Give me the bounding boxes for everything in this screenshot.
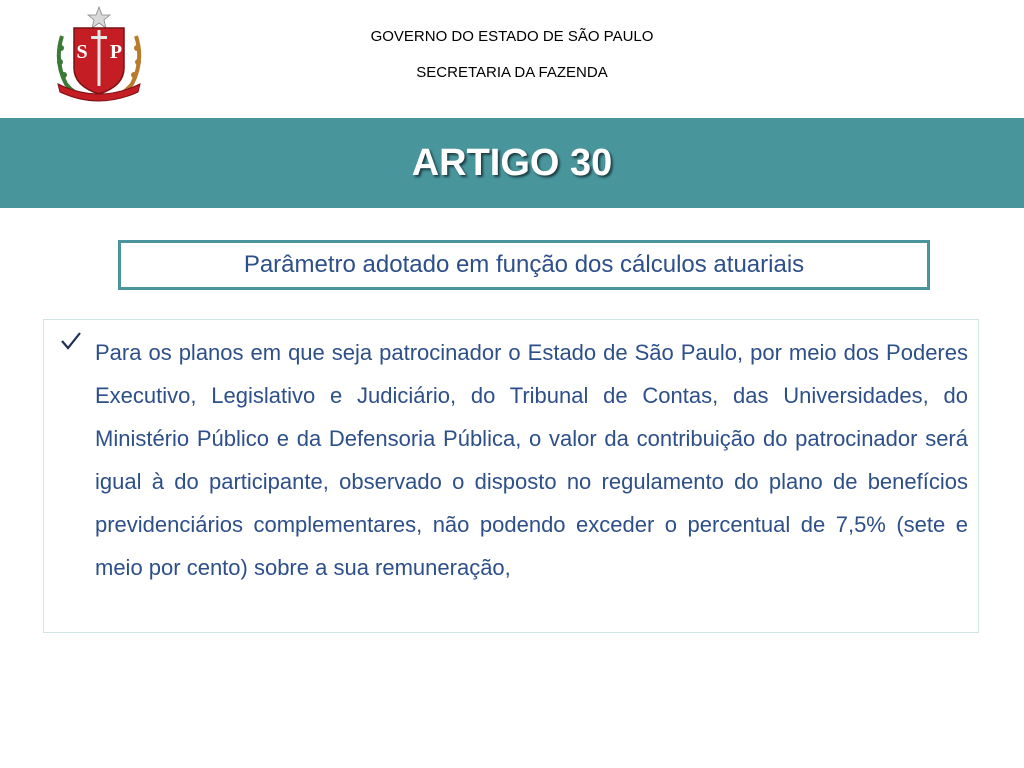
checkmark-icon — [60, 330, 82, 352]
page-title: ARTIGO 30 — [411, 141, 613, 184]
government-name: GOVERNO DO ESTADO DE SÃO PAULO — [370, 28, 654, 45]
content-box — [43, 319, 979, 633]
sao-paulo-crest-logo — [52, 6, 146, 104]
subtitle-text: Parâmetro adotado em função dos cálculos atuariais — [243, 251, 805, 278]
title-band — [0, 118, 1024, 208]
svg-text:P: P — [109, 41, 123, 63]
secretariat-name: SECRETARIA DA FAZENDA — [416, 64, 608, 81]
svg-text:S: S — [76, 41, 88, 63]
article-paragraph: Para os planos em que seja patrocinador o Estado de São Paulo, por meio dos Poderes Executivo, Legislativo e Judiciário, do Tribunal de Contas, das Universidades, do Ministério Público e da Defensoria Pública, o valor da contribuição do patrocinador será igual à do participante, observado o disposto no regulamento do plano de benefícios previdenciários complementares, não podendo exceder o percentual de 7,5% (sete e meio por cento) sobre a sua remuneração, — [95, 340, 968, 580]
subtitle-box — [118, 240, 930, 290]
